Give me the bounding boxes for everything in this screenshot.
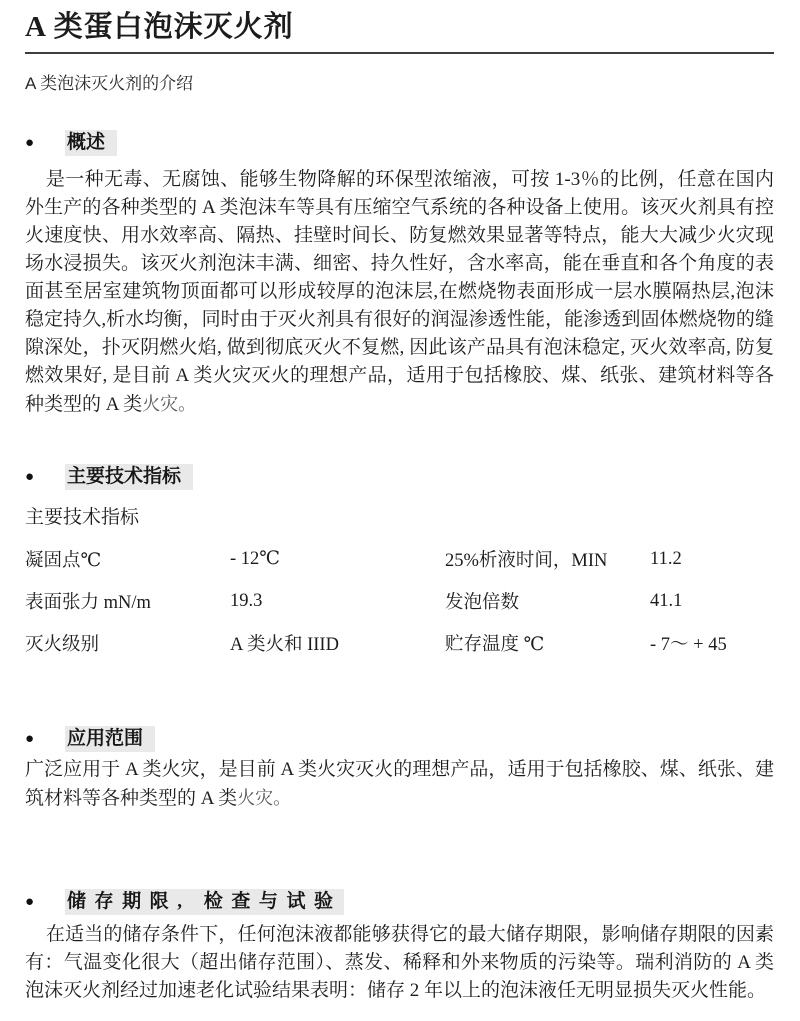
spec-label: 贮存温度 ℃ xyxy=(445,635,545,655)
spec-value: A 类火和 IIID xyxy=(230,635,339,655)
bullet-icon: ● xyxy=(25,731,35,747)
storage-paragraph: 在适当的储存条件下，任何泡沫液都能够获得它的最大储存期限，影响储存期限的因素有：气温变化很大（超出储存范围）、蒸发、稀释和外来物质的污染等。瑞利消防的 A 类泡沫灭火剂经过加速老化试验结果表明：储存 2 年以上的泡沫液任无明显损失灭火性能。 xyxy=(25,924,774,1001)
section-storage xyxy=(25,889,774,1005)
application-heading-row xyxy=(25,726,774,752)
spec-value: - 12℃ xyxy=(230,549,280,569)
spec-table-row xyxy=(25,622,774,664)
spec-label: 灭火级别 xyxy=(25,635,100,655)
overview-body-light-suffix: 火灾。 xyxy=(142,394,197,414)
page-title: A 类蛋白泡沫灭火剂 xyxy=(25,8,774,54)
section-application xyxy=(25,726,774,813)
spec-label: 凝固点℃ xyxy=(25,551,102,571)
specs-heading: 主要技术指标 xyxy=(65,464,193,490)
spec-value: 11.2 xyxy=(650,548,682,569)
application-body-light-suffix: 火灾。 xyxy=(237,788,292,808)
overview-body-text: 是一种无毒、无腐蚀、能够生物降解的环保型浓缩液，可按 1-3％的比例，任意在国内外生产的各种类型的 A 类泡沫车等具有压缩空气系统的各种设备上使用。该灭火剂具有控火速度快、用水效率高、隔热、挂壁时间长、防复燃效果显著等特点，能大大减少火灾现场水浸损失。该灭火剂泡沫丰满、细密、持久性好，含水率高，能在垂直和各个角度的表面甚至居室建筑物顶面都可以形成较厚的泡沫层,在燃烧物表面形成一层水膜隔热层,泡沫稳定持久,析水均衡，同时由于灭火剂具有很好的润湿渗透性能，能渗透到固体燃烧物的缝隙深处，扑灭阴燃火焰, 做到彻底灭火不复燃, 因此该产品具有泡沫稳定, 灭火效率高, 防复燃效果好, 是目前 A 类火灾灭火的理想产品，适用于包括橡胶、煤、纸张、建筑材料等各种类型的 A 类 xyxy=(25,169,774,415)
spec-value: 19.3 xyxy=(230,590,263,611)
spec-label: 发泡倍数 xyxy=(445,593,520,613)
storage-heading: 储存期限, 检查与试验 xyxy=(65,889,344,915)
application-heading: 应用范围 xyxy=(65,726,155,752)
spec-value: - 7～ + 45 xyxy=(650,635,727,655)
bullet-icon: ● xyxy=(25,469,35,485)
application-paragraph xyxy=(25,756,774,813)
overview-heading: 概述 xyxy=(65,130,117,156)
spec-label: 25%析液时间，MIN xyxy=(445,551,608,571)
specs-heading-row xyxy=(25,464,774,490)
spec-table-row xyxy=(25,538,774,580)
specs-table xyxy=(25,538,774,664)
bullet-icon: ● xyxy=(25,894,35,910)
spec-label: 表面张力 mN/m xyxy=(25,593,151,613)
spec-value: 41.1 xyxy=(650,590,683,611)
page-subtitle: A 类泡沫灭火剂的介绍 xyxy=(25,74,194,93)
section-specs xyxy=(25,464,774,664)
storage-heading-row xyxy=(25,889,774,915)
overview-heading-row xyxy=(25,130,774,156)
section-overview xyxy=(25,130,774,419)
bullet-icon: ● xyxy=(25,135,35,151)
application-body-text: 广泛应用于 A 类火灾，是目前 A 类火灾灭火的理想产品，适用于包括橡胶、煤、纸张、建筑材料等各种类型的 A 类 xyxy=(25,759,774,809)
overview-paragraph xyxy=(25,166,774,419)
spec-table-row xyxy=(25,580,774,622)
specs-intro: 主要技术指标 xyxy=(25,507,140,528)
